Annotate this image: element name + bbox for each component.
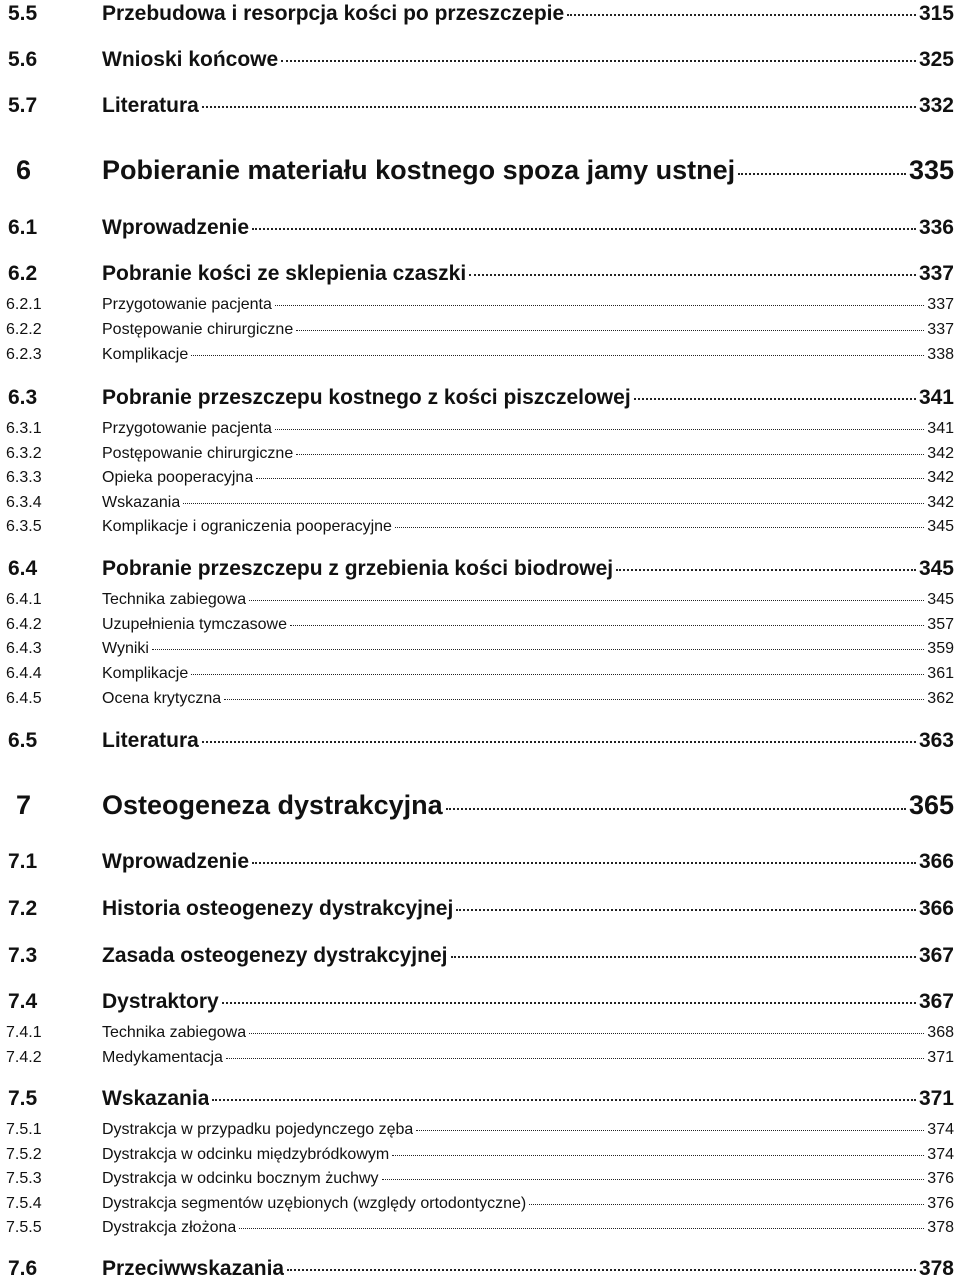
toc-entry-line [102, 1146, 954, 1164]
toc-entry-page: 325 [918, 48, 954, 71]
toc-entry-line [102, 94, 954, 118]
toc-entry-page: 341 [927, 420, 954, 437]
dot-leader [287, 1269, 916, 1271]
toc-entry-line [102, 1121, 954, 1139]
toc-entry-number: 7.1 [8, 850, 38, 873]
toc-entry-line [102, 944, 954, 968]
toc-entry-line [102, 850, 954, 874]
toc-entry-line [102, 557, 954, 581]
toc-entry-number: 6.3.1 [6, 420, 42, 437]
toc-entry-number: 6.4.2 [6, 616, 42, 633]
dot-leader [296, 454, 924, 455]
dot-leader [451, 956, 916, 958]
toc-entry-number: 7.5.4 [6, 1195, 42, 1212]
toc-entry-page: 357 [927, 616, 954, 633]
toc-entry-page: 371 [927, 1049, 954, 1066]
toc-entry-page: 376 [927, 1195, 954, 1212]
toc-entry-page: 337 [927, 296, 954, 313]
toc-entry-number: 7.5.3 [6, 1170, 42, 1187]
toc-entry-number: 6.2.3 [6, 346, 42, 363]
toc-entry-page: 332 [918, 94, 954, 117]
toc-entry-page: 365 [908, 790, 954, 820]
dot-leader [202, 106, 916, 108]
toc-entry-page: 345 [918, 557, 954, 580]
dot-leader [382, 1179, 925, 1180]
toc-entry-line [102, 1257, 954, 1281]
toc-entry-line [102, 1170, 954, 1188]
toc-entry-line [102, 296, 954, 314]
toc-entry-title: Postępowanie chirurgiczne [102, 321, 294, 338]
toc-entry-page: 342 [927, 469, 954, 486]
toc-entry-page: 374 [927, 1121, 954, 1138]
dot-leader [290, 625, 924, 626]
toc-entry-number: 6.4.3 [6, 640, 42, 657]
dot-leader [224, 699, 924, 700]
toc-entry-number: 6.3.2 [6, 445, 42, 462]
dot-leader [226, 1058, 924, 1059]
toc-entry-line [102, 1049, 954, 1067]
toc-entry-title: Medykamentacja [102, 1049, 223, 1066]
toc-entry-line [102, 729, 954, 753]
toc-entry-line [102, 346, 954, 364]
toc-entry-page: 337 [927, 321, 954, 338]
toc-entry-page: 378 [927, 1219, 954, 1236]
toc-entry-line [102, 420, 954, 438]
toc-entry-number: 7.5.5 [6, 1219, 42, 1236]
toc-entry-page: 367 [918, 990, 954, 1013]
toc-entry-line [102, 897, 954, 921]
dot-leader [529, 1204, 924, 1205]
toc-entry-page: 361 [927, 665, 954, 682]
toc-entry-line [102, 494, 954, 512]
toc-entry-line [102, 665, 954, 683]
toc-entry-line [102, 48, 954, 72]
toc-entry-number: 7.5 [8, 1087, 38, 1110]
dot-leader [296, 330, 924, 331]
dot-leader [446, 808, 906, 810]
toc-entry-page: 342 [927, 445, 954, 462]
toc-entry-line [102, 469, 954, 487]
toc-entry-number: 6.3.5 [6, 518, 42, 535]
toc-entry-number: 6.3.3 [6, 469, 42, 486]
toc-entry-number: 6.4 [8, 557, 38, 580]
toc-entry-title: Przygotowanie pacjenta [102, 420, 272, 437]
dot-leader [281, 60, 916, 62]
toc-entry-page: 342 [927, 494, 954, 511]
toc-entry-title: Przebudowa i resorpcja kości po przeszczepie [102, 2, 565, 25]
toc-entry-page: 336 [918, 216, 954, 239]
dot-leader [275, 429, 924, 430]
dot-leader [456, 909, 916, 911]
toc-entry-title: Dystrakcja złożona [102, 1219, 237, 1236]
toc-entry-line [102, 640, 954, 658]
toc-entry-title: Dystrakcja segmentów uzębionych (względy ortodontyczne) [102, 1195, 527, 1212]
toc-entry-title: Pobranie przeszczepu z grzebienia kości biodrowej [102, 557, 614, 580]
dot-leader [634, 398, 916, 400]
toc-entry-number: 7.6 [8, 1257, 38, 1280]
toc-entry-number: 6.3 [8, 386, 38, 409]
dot-leader [222, 1002, 916, 1004]
toc-entry-title: Ocena krytyczna [102, 690, 222, 707]
toc-entry-page: 362 [927, 690, 954, 707]
toc-entry-page: 374 [927, 1146, 954, 1163]
toc-entry-title: Wskazania [102, 1087, 210, 1110]
toc-entry-page: 345 [927, 591, 954, 608]
toc-entry-title: Zasada osteogenezy dystrakcyjnej [102, 944, 448, 967]
dot-leader [567, 14, 916, 16]
toc-entry-line [102, 386, 954, 410]
dot-leader [392, 1155, 924, 1156]
toc-entry-title: Wprowadzenie [102, 216, 250, 239]
toc-entry-page: 368 [927, 1024, 954, 1041]
dot-leader [249, 1033, 924, 1034]
dot-leader [395, 527, 924, 528]
toc-entry-page: 367 [918, 944, 954, 967]
dot-leader [212, 1099, 916, 1101]
toc-entry-number: 7.5.2 [6, 1146, 42, 1163]
toc-entry-line [102, 216, 954, 240]
toc-entry-page: 337 [918, 262, 954, 285]
toc-entry-line [102, 990, 954, 1014]
toc-entry-line [102, 445, 954, 463]
toc-entry-line [102, 155, 954, 186]
toc-entry-line [102, 591, 954, 609]
toc-entry-page: 341 [918, 386, 954, 409]
toc-entry-number: 7.4.2 [6, 1049, 42, 1066]
dot-leader [416, 1130, 924, 1131]
dot-leader [249, 600, 924, 601]
toc-entry-number: 5.6 [8, 48, 38, 71]
toc-entry-page: 366 [918, 897, 954, 920]
toc-entry-page: 378 [918, 1257, 954, 1280]
toc-entry-line [102, 2, 954, 26]
toc-entry-number: 6.1 [8, 216, 38, 239]
toc-entry-number: 7.3 [8, 944, 38, 967]
toc-entry-page: 376 [927, 1170, 954, 1187]
toc-entry-number: 6.2 [8, 262, 38, 285]
dot-leader [191, 674, 924, 675]
toc-entry-page: 338 [927, 346, 954, 363]
toc-entry-number: 7.4.1 [6, 1024, 42, 1041]
toc-entry-title: Postępowanie chirurgiczne [102, 445, 294, 462]
toc-entry-page: 363 [918, 729, 954, 752]
toc-entry-line [102, 262, 954, 286]
toc-entry-title: Pobieranie materiału kostnego spoza jamy ustnej [102, 155, 736, 185]
toc-entry-title: Dystrakcja w przypadku pojedynczego zęba [102, 1121, 414, 1138]
toc-entry-title: Literatura [102, 729, 199, 752]
dot-leader [202, 741, 916, 743]
toc-entry-title: Literatura [102, 94, 199, 117]
toc-entry-title: Dystraktory [102, 990, 219, 1013]
toc-entry-page: 366 [918, 850, 954, 873]
toc-entry-number: 7.4 [8, 990, 38, 1013]
toc-entry-line [102, 616, 954, 634]
toc-entry-title: Technika zabiegowa [102, 1024, 247, 1041]
toc-entry-title: Komplikacje [102, 346, 189, 363]
toc-entry-number: 6.4.4 [6, 665, 42, 682]
toc-entry-title: Komplikacje i ograniczenia pooperacyjne [102, 518, 392, 535]
toc-entry-number: 6.3.4 [6, 494, 42, 511]
toc-entry-title: Pobranie przeszczepu kostnego z kości piszczelowej [102, 386, 631, 409]
toc-entry-line [102, 1024, 954, 1042]
toc-entry-title: Wskazania [102, 494, 181, 511]
toc-entry-title: Technika zabiegowa [102, 591, 247, 608]
toc-entry-number: 7 [16, 790, 32, 820]
toc-entry-page: 335 [908, 155, 954, 185]
toc-entry-line [102, 1195, 954, 1213]
dot-leader [469, 274, 916, 276]
dot-leader [275, 305, 924, 306]
dot-leader [252, 862, 916, 864]
toc-entry-title: Wyniki [102, 640, 149, 657]
toc-entry-title: Dystrakcja w odcinku bocznym żuchwy [102, 1170, 379, 1187]
toc-entry-page: 315 [918, 2, 954, 25]
toc-entry-title: Wprowadzenie [102, 850, 250, 873]
toc-entry-title: Historia osteogenezy dystrakcyjnej [102, 897, 454, 920]
toc-entry-page: 371 [918, 1087, 954, 1110]
toc-entry-number: 6.2.2 [6, 321, 42, 338]
toc-entry-line [102, 321, 954, 339]
toc-entry-line [102, 790, 954, 821]
toc-entry-number: 7.2 [8, 897, 38, 920]
toc-entry-number: 6.4.1 [6, 591, 42, 608]
toc-entry-page: 345 [927, 518, 954, 535]
toc-entry-title: Opieka pooperacyjna [102, 469, 254, 486]
toc-entry-page: 359 [927, 640, 954, 657]
toc-entry-number: 6.4.5 [6, 690, 42, 707]
toc-entry-number: 5.5 [8, 2, 38, 25]
dot-leader [738, 173, 906, 175]
dot-leader [239, 1228, 924, 1229]
toc-entry-title: Uzupełnienia tymczasowe [102, 616, 287, 633]
toc-entry-title: Przygotowanie pacjenta [102, 296, 272, 313]
toc-entry-title: Komplikacje [102, 665, 189, 682]
dot-leader [252, 228, 916, 230]
toc-entry-line [102, 1219, 954, 1237]
toc-entry-title: Pobranie kości ze sklepienia czaszki [102, 262, 467, 285]
toc-entry-title: Przeciwwskazania [102, 1257, 285, 1280]
toc-entry-number: 6.2.1 [6, 296, 42, 313]
dot-leader [256, 478, 924, 479]
toc-entry-number: 6.5 [8, 729, 38, 752]
toc-entry-title: Dystrakcja w odcinku międzybródkowym [102, 1146, 390, 1163]
toc-entry-title: Wnioski końcowe [102, 48, 279, 71]
toc-entry-title: Osteogeneza dystrakcyjna [102, 790, 443, 820]
toc-entry-line [102, 518, 954, 536]
toc-entry-number: 6 [16, 155, 32, 185]
toc-entry-line [102, 1087, 954, 1111]
toc-entry-line [102, 690, 954, 708]
toc-entry-number: 7.5.1 [6, 1121, 42, 1138]
toc-entry-number: 5.7 [8, 94, 38, 117]
dot-leader [183, 503, 924, 504]
dot-leader [191, 355, 924, 356]
dot-leader [152, 649, 924, 650]
dot-leader [616, 569, 916, 571]
